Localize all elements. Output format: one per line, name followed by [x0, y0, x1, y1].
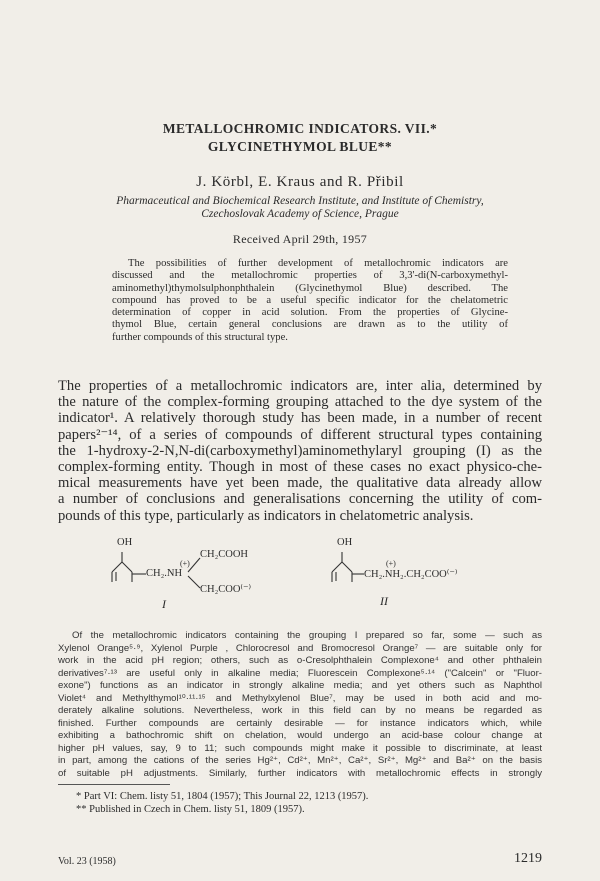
abstract	[112, 258, 508, 344]
footnote-2: ** Published in Czech in Chem. listy 51, 1809 (1957).	[76, 804, 305, 815]
hydroxy-group-label: OH	[337, 537, 353, 548]
abstract-line: The possibilities of further development of metallochromic indicators are	[128, 258, 508, 269]
lead-line: complex-forming entity. Though in most of these cases no exact physico-che-	[58, 459, 542, 476]
body-line: Xylenol Orange⁵·⁹, Xylenol Purple , Chlorocresol and Bromocresol Orange⁷ — are suitable only for	[58, 642, 542, 654]
abstract-line: discussed and the metallochromic properties of 3,3'-di(N-carboxymethyl-	[112, 270, 508, 282]
body-paragraph	[58, 630, 542, 780]
body-line: exone") functions as an indicator in strongly alkaline media; and yet others such as Naphthol	[58, 680, 542, 691]
footnote-1: * Part VI: Chem. listy 51, 1804 (1957); This Journal 22, 1213 (1957).	[76, 791, 369, 802]
charge-label: (+)	[180, 559, 190, 568]
paper-title-line-1: METALLOCHROMIC INDICATORS. VII.*	[162, 121, 438, 136]
lead-line: a number of conclusions and generalisations concerning the utility of com-	[58, 491, 542, 508]
charge-label: (+)	[386, 559, 396, 568]
body-line: finished. Further compounds are certainly desirable — for instance indicators which, while	[58, 717, 542, 729]
abstract-line: aminomethyl)thymolsulphonphthalein (Glycinethymol Blue) described. The	[112, 282, 508, 294]
abstract-line: further compounds of this structural type.	[112, 331, 288, 343]
hydroxy-group-label: OH	[117, 537, 133, 548]
received-date: Received April 29th, 1957	[232, 232, 368, 246]
carboxymethyl-bottom-label: CH₂COO⁽⁻⁾	[200, 584, 252, 595]
lead-line: mical measurements have yet been made, the qualitative data already allow	[58, 475, 542, 492]
paper-title-line-2: GLYCINETHYMOL BLUE**	[207, 139, 393, 154]
abstract-line: thymol Blue, certain general conclusions are drawn as to the utility of	[112, 319, 508, 331]
abstract-line: compound has proved to be a useful specific indicator for the chelatometric	[112, 294, 508, 306]
body-line: exhibiting a bathochromic shift on chelation, would undergo an acid-base colour change at	[58, 730, 542, 741]
abstract-line: determination of copper in acid solution. From the properties of Glycine-	[112, 307, 508, 319]
page-number: 1219	[514, 851, 542, 866]
body-line: Violet⁴ and Methylthymol¹⁰·¹¹·¹⁵ and Methylxylenol Blue⁷, may be used in both acid and mo-	[58, 692, 542, 704]
lead-line: the nature of the complex-forming grouping attached to the dye system of the	[58, 394, 542, 411]
lead-paragraph	[58, 378, 542, 524]
body-line: of suitable pH adjustments. Similarly, further indicators with metallochromic effects in strongly	[58, 767, 542, 779]
footnotes	[76, 790, 516, 816]
body-line: derately alkaline solutions. Nevertheless, work in this field can by no means be regarded as	[58, 705, 542, 716]
glycine-chain-label: CH₂.NH₂.CH₂COO⁽⁻⁾	[364, 569, 458, 580]
body-line: Of the metallochromic indicators containing the grouping I prepared so far, some — such as	[72, 630, 542, 641]
lead-line: pounds of this type, particularly as indicators in chelatometric analysis.	[58, 507, 474, 524]
lead-line: the 1-hydroxy-2-N,N-di(carboxymethyl)aminomethylaryl grouping (I) as the	[58, 442, 542, 459]
lead-line: papers²⁻¹⁴, of a series of compounds of different structural types containing	[58, 426, 542, 443]
authors: J. Körbl, E. Kraus and R. Přibil	[196, 174, 404, 190]
footnote-divider	[58, 784, 170, 785]
structure-label-ii: II	[380, 594, 388, 608]
body-line: in part, among the cations of the series Hg²⁺, Cd²⁺, Mn²⁺, Ca²⁺, Sr²⁺, Mg²⁺ and Ba²⁺ on the basis	[58, 755, 542, 766]
structure-label-i: I	[162, 597, 166, 611]
aminomethyl-label: CH₂.NH	[146, 568, 183, 579]
affiliation-line-2: Czechoslovak Academy of Science, Prague	[201, 208, 399, 220]
carboxymethyl-top-label: CH₂COOH	[200, 549, 248, 560]
lead-line: The properties of a metallochromic indicators are, inter alia, determined by	[58, 378, 542, 394]
lead-line: indicator¹. A relatively thorough study has been made, in a number of recent	[58, 410, 542, 427]
body-line: higher pH values, say, 9 to 11; such compounds might make it possible to discriminate, at least	[58, 742, 542, 754]
affiliation-line-1: Pharmaceutical and Biochemical Research Institute, and Institute of Chemistry,	[116, 195, 484, 207]
volume-label: Vol. 23 (1958)	[58, 856, 116, 867]
body-line: work in the acid pH region; others, such as o-Cresolphthalein Complexone⁴ and other phthalein	[58, 655, 542, 666]
body-line: derivatives⁷·¹³ are useful only in alkaline media; Fluorescein Complexone⁵·¹⁴ ("Calcein" or "Fluor-	[58, 667, 542, 679]
